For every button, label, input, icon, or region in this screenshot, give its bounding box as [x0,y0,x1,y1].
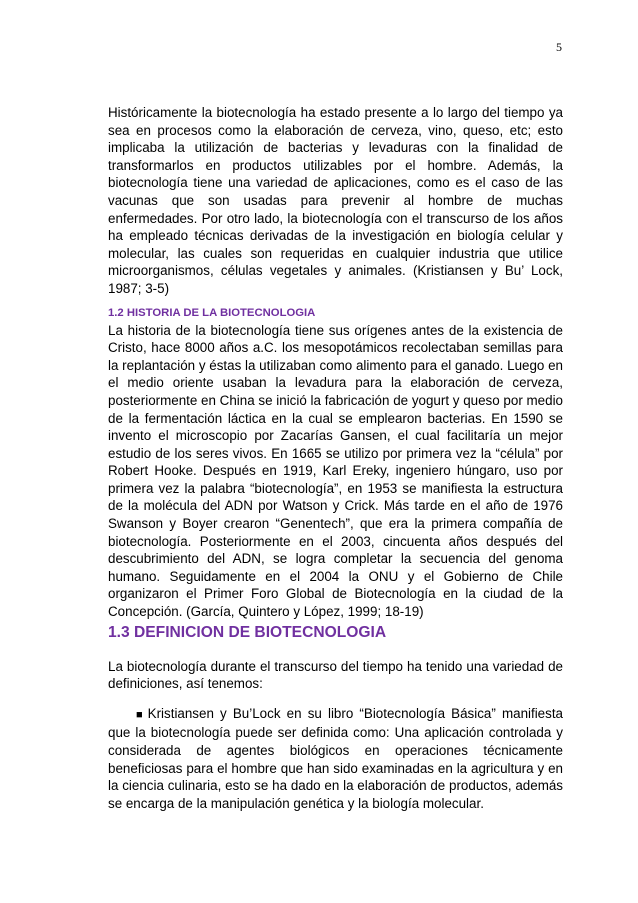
paragraph-history: La historia de la biotecnología tiene sus orígenes antes de la existencia de Cristo, hace 8000 años a.C. los mesopotámicos recolectaban semillas para la replantación y éstas la utilizaban como alimento para el ganado. Luego en el medio oriente usaban la levadura para la elaboración de cerveza, posteriormente en China se inició la fabricación de yogurt y queso por medio de la fermentación láctica en la cual se emplearon bacterias. En 1590 se invento el microscopio por Zacarías Gansen, el cual facilitaría un mejor estudio de los seres vivos. En 1665 se utilizo por primera vez la “célula” por Robert Hooke. Después en 1919, Karl Ereky, ingeniero húngaro, uso por primera vez la palabra “biotecnología”, en 1953 se manifiesta la estructura de la molécula del ADN por Watson y Crick. Más tarde en el año de 1976 Swanson y Boyer crearon “Genentech”, que era la primera compañía de biotecnología. Posteriormente en el 2003, cincuenta años después del descubrimiento del ADN, se logra completar la secuencia del genoma humano. Seguidamente en el 2004 la ONU y el Gobierno de Chile organizaron el Primer Foro Global de Biotecnología en la ciudad de la Concepción. (García, Quintero y López, 1999; 18-19) [108,322,563,620]
square-bullet-icon: ■ [136,708,143,721]
paragraph-history-intro: Históricamente la biotecnología ha estado presente a lo largo del tiempo ya sea en procesos como la elaboración de cerveza, vino, queso, etc; esto implicaba la utilización de bacterias y levaduras con la finalidad de transformarlos en productos utilizables por el hombre. Además, la biotecnología tiene una variedad de aplicaciones, como es el caso de las vacunas que son usadas para prevenir al hombre de muchas enfermedades. Por otro lado, la biotecnología con el transcurso de los años ha empleado técnicas derivadas de la investigación en biología celular y molecular, las cuales son requeridas en cualquier industria que utilice microorganismos, células vegetales y animales. (Kristiansen y Bu’ Lock, 1987; 3-5) [108,105,563,296]
section-heading-1-3: 1.3 DEFINICION DE BIOTECNOLOGIA [108,623,387,641]
bullet-item-text: Kristiansen y Bu’Lock en su libro “Biotecnología Básica” manifiesta que la biotecnología puede ser definida como: Una aplicación controlada y considerada de agentes biológicos en operaciones técnicamente beneficiosas para el hombre que han sido examinadas en la agricultura y en la ciencia culinaria, esto se ha dado en la elaboración de productos, además se encarga de la manipulación genética y la biología molecular. [108,705,563,811]
page-number: 5 [556,40,562,54]
bullet-item-definition [108,705,563,813]
paragraph-definitions-intro: La biotecnología durante el transcurso del tiempo ha tenido una variedad de definiciones, así tenemos: [108,658,563,692]
section-heading-1-2: 1.2 HISTORIA DE LA BIOTECNOLOGIA [108,306,316,319]
page-content [108,104,563,812]
